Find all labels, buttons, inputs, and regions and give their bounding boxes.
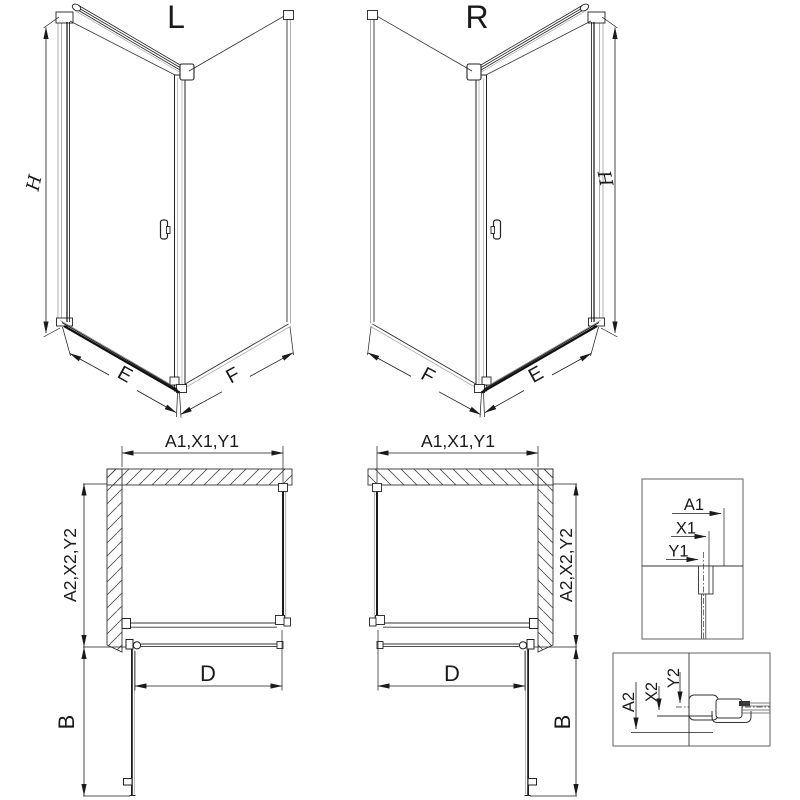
detail-box-hinge	[613, 653, 770, 746]
plan-top-dim-label: A1,X1,Y1	[165, 431, 239, 451]
plan-support-bar	[122, 616, 291, 629]
plan-side-dimension-lines	[83, 484, 130, 796]
detail-x1-label: X1	[675, 519, 697, 538]
door-width-dim-label: E	[113, 361, 137, 388]
detail-box-profile	[642, 479, 743, 639]
detail-hinge-drawing	[676, 653, 770, 746]
detail-hinge-labels	[620, 668, 683, 712]
plan-door-open	[124, 650, 136, 796]
plan-side-dim-label: A2,X2,Y2	[556, 528, 576, 602]
plan-side-dim-label: A2,X2,Y2	[60, 528, 80, 602]
plan-entry-dim-label: D	[444, 661, 460, 686]
wall-profile	[56, 12, 73, 326]
variant-label-right: R	[465, 0, 489, 35]
panel-width-dim-label: F	[222, 363, 244, 389]
door-width-dim-label: E	[524, 361, 548, 388]
detail-x2-label: X2	[643, 681, 661, 703]
plan-door-closed	[126, 640, 283, 650]
plan-side-panel	[279, 484, 288, 622]
wall-hatch	[107, 469, 292, 652]
plan-right-line-art	[368, 446, 577, 796]
plan-swing-dim-label: B	[54, 714, 79, 730]
height-dim-label: H	[22, 172, 47, 193]
height-dim-label: H	[594, 168, 619, 189]
plan-top-dim-label: A1,X1,Y1	[421, 431, 495, 451]
height-dimension-lines	[44, 17, 61, 337]
panel-width-dim-label: F	[417, 363, 439, 389]
door-handle	[161, 220, 171, 239]
iso-left-line-art	[44, 3, 294, 418]
variant-label-left: L	[167, 0, 185, 35]
plan-left-line-art	[83, 446, 292, 796]
plan-swing-dim-label: B	[550, 714, 575, 730]
detail-y2-label: Y2	[665, 667, 683, 689]
detail-a2-label: A2	[620, 691, 638, 713]
plan-entry-dim-label: D	[200, 661, 216, 686]
detail-profile-labels	[668, 496, 704, 561]
detail-y1-label: Y1	[668, 542, 689, 561]
iso-right-line-art	[368, 3, 618, 418]
detail-profile-drawing	[642, 552, 743, 639]
detail-a1-label: A1	[683, 496, 705, 514]
